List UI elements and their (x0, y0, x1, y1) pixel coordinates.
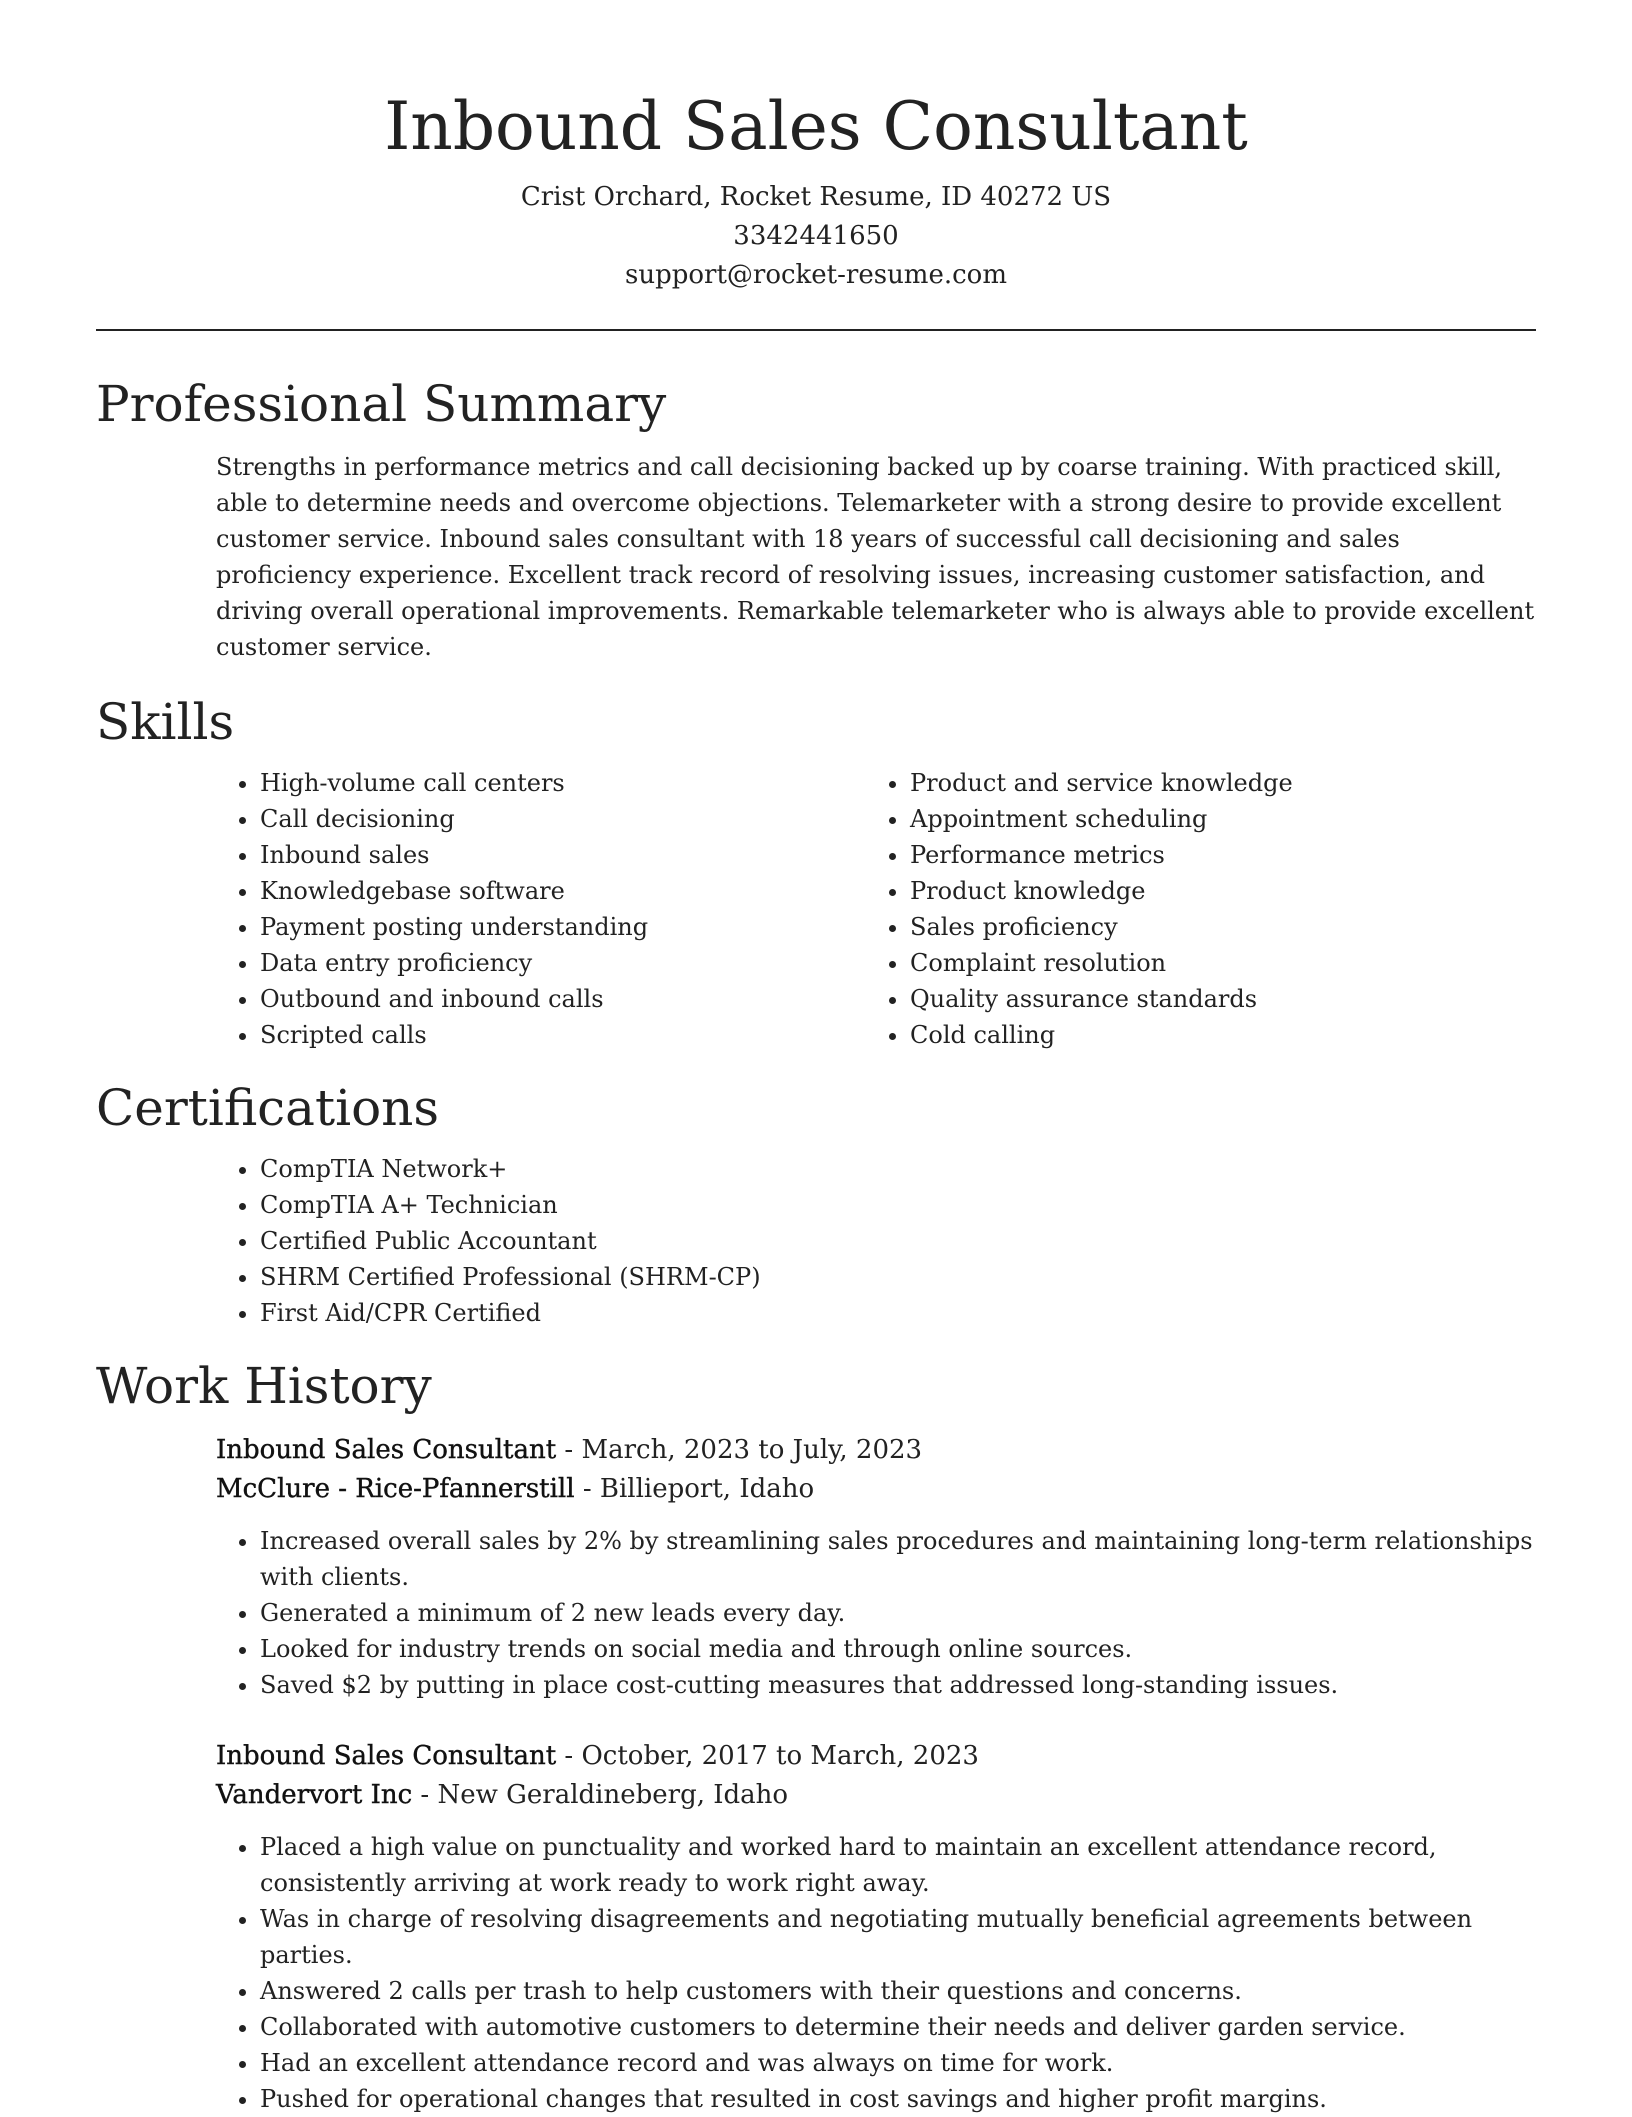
certification-item: • CompTIA A+ Technician (260, 1187, 1536, 1223)
job-entry (216, 1737, 1536, 2117)
skill-item: • Appointment scheduling (910, 801, 1516, 837)
job-title-line (216, 1431, 1536, 1470)
job-bullet: • Pushed for operational changes that resulted in cost savings and higher profit margins. (260, 2081, 1536, 2117)
skill-item: • Cold calling (910, 1017, 1516, 1053)
job-bullet: • Looked for industry trends on social media and through online sources. (260, 1631, 1536, 1667)
skill-item: • Data entry proficiency (260, 945, 866, 981)
email: support@rocket-resume.com (624, 260, 1007, 290)
header-divider (96, 329, 1536, 331)
skills-grid (216, 765, 1536, 1053)
skill-item: • Sales proficiency (910, 909, 1516, 945)
job-bullet: • Increased overall sales by 2% by streamlining sales procedures and maintaining long-term relationships with clients. (260, 1523, 1536, 1595)
skill-item: • Performance metrics (910, 837, 1516, 873)
job-company: McClure - Rice-Pfannerstill (216, 1474, 575, 1504)
job-bullets (216, 1523, 1536, 1703)
skill-item: • Call decisioning (260, 801, 866, 837)
job-bullet: • Placed a high value on punctuality and worked hard to maintain an excellent attendance record, consistently arriving at work ready to work right away. (260, 1829, 1536, 1901)
job-bullet: • Had an excellent attendance record and was always on time for work. (260, 2045, 1536, 2081)
address: Crist Orchard, Rocket Resume, ID 40272 US (520, 182, 1112, 212)
resume-header (96, 0, 1536, 295)
job-bullet: • Saved $2 by putting in place cost-cutting measures that addressed long-standing issues. (260, 1667, 1536, 1703)
skills-heading: Skills (96, 693, 235, 751)
summary-section (96, 373, 1536, 665)
contact-info (96, 178, 1536, 295)
skill-item: • High-volume call centers (260, 765, 866, 801)
skill-item: • Knowledgebase software (260, 873, 866, 909)
certification-item: • Certified Public Accountant (260, 1223, 1536, 1259)
job-bullet: • Generated a minimum of 2 new leads every day. (260, 1595, 1536, 1631)
certifications-heading: Certifications (96, 1079, 440, 1137)
certifications-section (96, 1077, 1536, 1331)
skill-item: • Product and service knowledge (910, 765, 1516, 801)
job-entry (216, 1431, 1536, 1703)
job-company-line (216, 1776, 1536, 1815)
skill-item: • Scripted calls (260, 1017, 866, 1053)
job-bullet: • Collaborated with automotive customers to determine their needs and deliver garden service. (260, 2009, 1536, 2045)
skills-list-left (216, 765, 866, 1053)
job-company-line (216, 1470, 1536, 1509)
job-location: - New Geraldineberg, Idaho (412, 1780, 789, 1810)
skill-item: • Complaint resolution (910, 945, 1516, 981)
job-role: Inbound Sales Consultant (216, 1741, 557, 1771)
job-location: - Billieport, Idaho (574, 1474, 815, 1504)
job-dates: - March, 2023 to July, 2023 (556, 1435, 923, 1465)
phone: 3342441650 (733, 221, 899, 251)
certifications-list (216, 1151, 1536, 1331)
resume-page (96, 0, 1536, 2117)
certification-item: • First Aid/CPR Certified (260, 1295, 1536, 1331)
skill-item: • Inbound sales (260, 837, 866, 873)
skills-list-right (866, 765, 1516, 1053)
job-role: Inbound Sales Consultant (216, 1435, 557, 1465)
summary-text: Strengths in performance metrics and call decisioning backed up by coarse training. With practiced skill, able to determine needs and overcome objections. Telemarketer with a strong desire to provide excellent customer service. Inbound sales consultant with 18 years of successful call decisioning and sales proficiency experience. Excellent track record of resolving issues, increasing customer satisfaction, and driving overall operational improvements. Remarkable telemarketer who is always able to provide excellent customer service. (216, 453, 1535, 661)
summary-heading: Professional Summary (96, 375, 667, 433)
job-bullet: • Answered 2 calls per trash to help customers with their questions and concerns. (260, 1973, 1536, 2009)
work-history-heading: Work History (96, 1357, 432, 1415)
work-history-section (96, 1355, 1536, 2117)
certification-item: • CompTIA Network+ (260, 1151, 1536, 1187)
skill-item: • Payment posting understanding (260, 909, 866, 945)
skill-item: • Quality assurance standards (910, 981, 1516, 1017)
job-dates: - October, 2017 to March, 2023 (556, 1741, 979, 1771)
certification-item: • SHRM Certified Professional (SHRM-CP) (260, 1259, 1536, 1295)
skill-item: • Outbound and inbound calls (260, 981, 866, 1017)
resume-title: Inbound Sales Consultant (384, 88, 1248, 165)
job-bullets (216, 1829, 1536, 2117)
job-company: Vandervort Inc (216, 1780, 413, 1810)
job-title-line (216, 1737, 1536, 1776)
job-bullet: • Was in charge of resolving disagreements and negotiating mutually beneficial agreements between parties. (260, 1901, 1536, 1973)
skills-section (96, 691, 1536, 1053)
skill-item: • Product knowledge (910, 873, 1516, 909)
